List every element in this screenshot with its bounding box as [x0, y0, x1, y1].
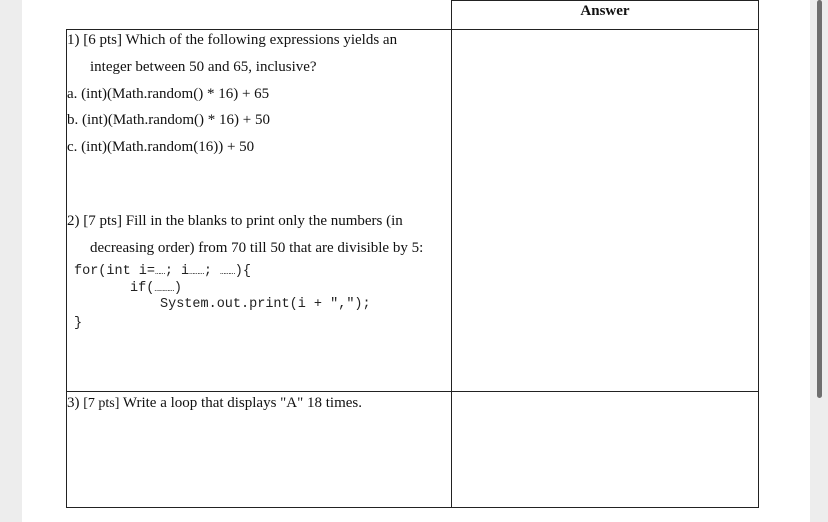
table-top-border — [451, 0, 759, 1]
code-if-end: ) — [173, 281, 183, 296]
q3-text: Write a loop that displays "A" 18 times. — [119, 395, 363, 411]
code-for-end: ){ — [234, 264, 251, 279]
answer-header: Answer — [580, 3, 630, 19]
q2-line2: decreasing order) from 70 till 50 that are divisible by 5: — [90, 240, 424, 256]
q2-code-if-line — [130, 281, 182, 296]
q3-line1 — [67, 395, 447, 412]
code-if-blank: ………… — [154, 284, 174, 294]
q1-option-a: a. (int)(Math.random() * 16) + 65 — [67, 86, 270, 102]
code-for-start: for(int i= — [74, 264, 156, 279]
table-bottom-border — [66, 507, 759, 508]
q2-line1: 2) [7 pts] Fill in the blanks to print only the numbers (in — [67, 213, 403, 229]
q3-points: [7 pts] — [83, 396, 120, 411]
document-page — [22, 0, 810, 522]
q3-prefix: 3) — [67, 395, 84, 411]
q2-code-for-line — [74, 264, 251, 279]
q1-line1: 1) [6 pts] Which of the following expressions yields an — [67, 32, 398, 48]
q2-code-close-brace: } — [74, 316, 83, 331]
q1-option-b: b. (int)(Math.random() * 16) + 50 — [67, 112, 270, 128]
code-for-mid: ; i — [164, 264, 190, 279]
code-blank-1: …… — [155, 267, 165, 277]
code-blank-2: ……… — [189, 267, 204, 277]
q2-code-print-line: System.out.print(i + ","); — [160, 297, 371, 312]
scrollbar[interactable] — [817, 0, 822, 398]
code-for-sep: ; — [203, 264, 221, 279]
table-row-divider — [66, 391, 759, 392]
q1-line2: integer between 50 and 65, inclusive? — [90, 59, 317, 75]
table-header-divider — [66, 29, 759, 30]
code-blank-3: ……… — [220, 267, 235, 277]
code-if-start: if( — [130, 281, 155, 296]
q1-option-c: c. (int)(Math.random(16)) + 50 — [67, 139, 255, 155]
table-right-border — [758, 0, 759, 507]
